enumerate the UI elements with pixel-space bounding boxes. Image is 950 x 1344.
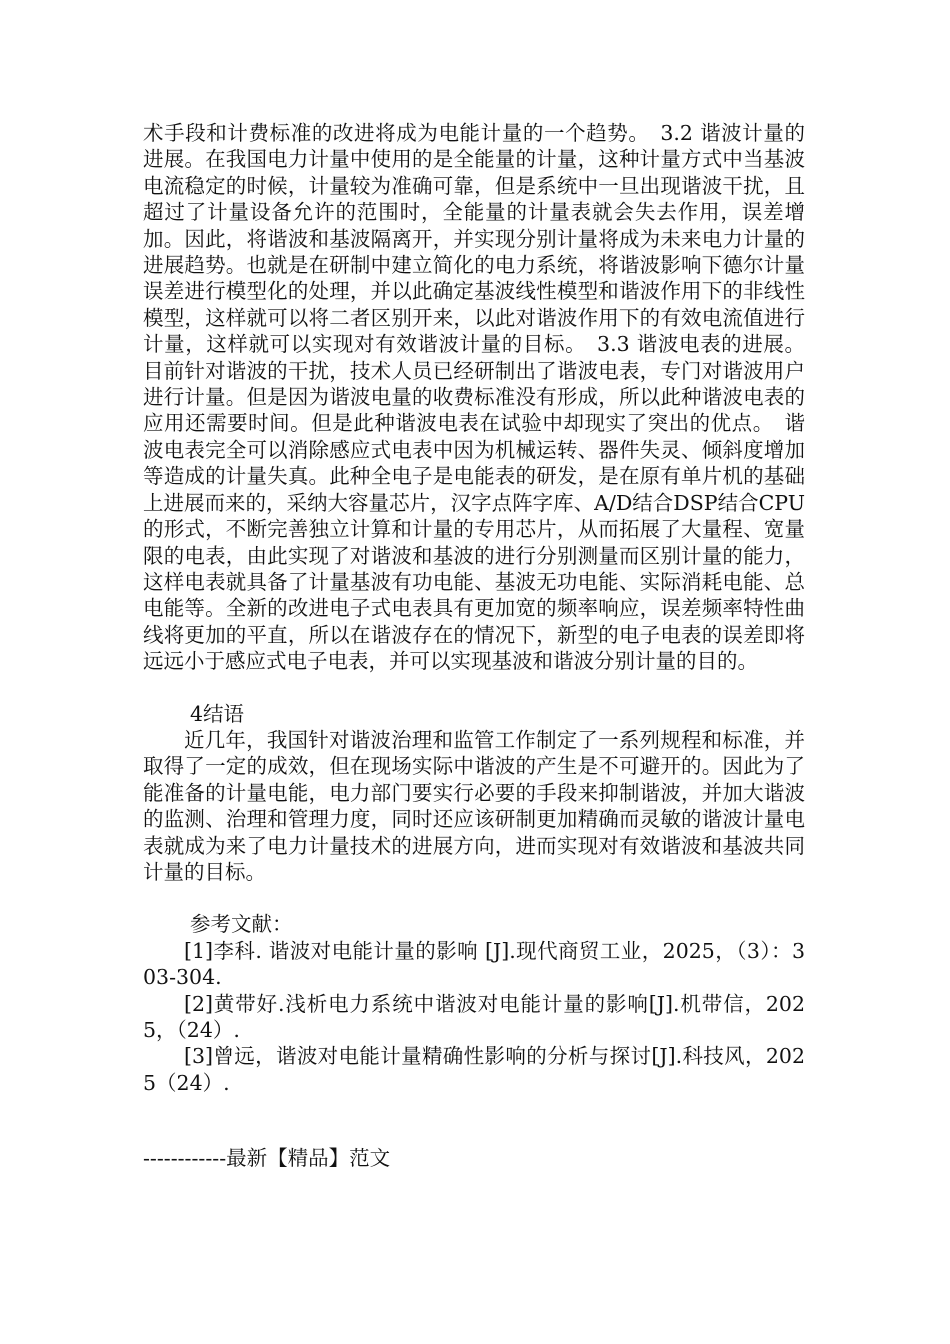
document-page <box>143 120 805 1096</box>
references-section <box>143 911 805 1096</box>
footer-label: ------------最新【精品】范文 <box>143 1146 391 1170</box>
conclusion-section <box>143 701 805 886</box>
reference-item-1: [1]李科. 谐波对电能计量的影响 [J].现代商贸工业，2025，（3）：303-304. <box>143 938 805 990</box>
conclusion-heading: 4结语 <box>190 701 245 726</box>
body-paragraph: 术手段和计费标准的改进将成为电能计量的一个趋势。 3.2 谐波计量的进展。在我国电力计量中使用的是全能量的计量，这种计量方式中当基波电流稳定的时候，计量较为准确可靠，但是系统中一旦出现谐波干扰，且超过了计量设备允许的范围时，全能量的计量表就会失去作用，误差增加。因此，将谐波和基波隔离开，并实现分别计量将成为未来电力计量的进展趋势。也就是在研制中建立简化的电力系统，将谐波影响下德尔计量误差进行模型化的处理，并以此确定基波线性模型和谐波作用下的非线性模型，这样就可以将二者区别开来，以此对谐波作用下的有效电流值进行计量，这样就可以实现对有效谐波计量的目标。 3.3 谐波电表的进展。目前针对谐波的干扰，技术人员已经研制出了谐波电表，专门对谐波用户进行计量。但是因为谐波电量的收费标准没有形成，所以此种谐波电表的应用还需要时间。但是此种谐波电表在试验中却现实了突出的优点。 谐波电表完全可以消除感应式电表中因为机械运转、器件失灵、倾斜度增加等造成的计量失真。此种全电子是电能表的研发，是在原有单片机的基础上进展而来的，采纳大容量芯片，汉字点阵字库、A/D结合DSP结合CPU的形式，不断完善独立计算和计量的专用芯片，从而拓展了大量程、宽量限的电表，由此实现了对谐波和基波的进行分别测量而区别计量的能力，这样电表就具备了计量基波有功电能、基波无功电能、实际消耗电能、总电能等。全新的改进电子式电表具有更加宽的频率响应，误差频率特性曲线将更加的平直，所以在谐波存在的情况下，新型的电子电表的误差即将远远小于感应式电子电表，并可以实现基波和谐波分别计量的目的。 <box>143 121 805 674</box>
reference-item-3: [3]曾远，谐波对电能计量精确性影响的分析与探讨[J].科技风，2025（24）. <box>143 1044 805 1095</box>
conclusion-paragraph: 近几年，我国针对谐波治理和监管工作制定了一系列规程和标准，并取得了一定的成效，但在现场实际中谐波的产生是不可避开的。因此为了能准备的计量电能，电力部门要实行必要的手段来抑制谐波，并加大谐波的监测、治理和管理力度，同时还应该研制更加精确而灵敏的谐波计量电表就成为来了电力计量技术的进展方向，进而实现对有效谐波和基波共同计量的目标。 <box>143 727 805 884</box>
reference-item-2: [2]黄带好.浅析电力系统中谐波对电能计量的影响[J].机带信，2025，（24）. <box>143 991 805 1042</box>
references-heading: 参考文献： <box>190 912 293 937</box>
